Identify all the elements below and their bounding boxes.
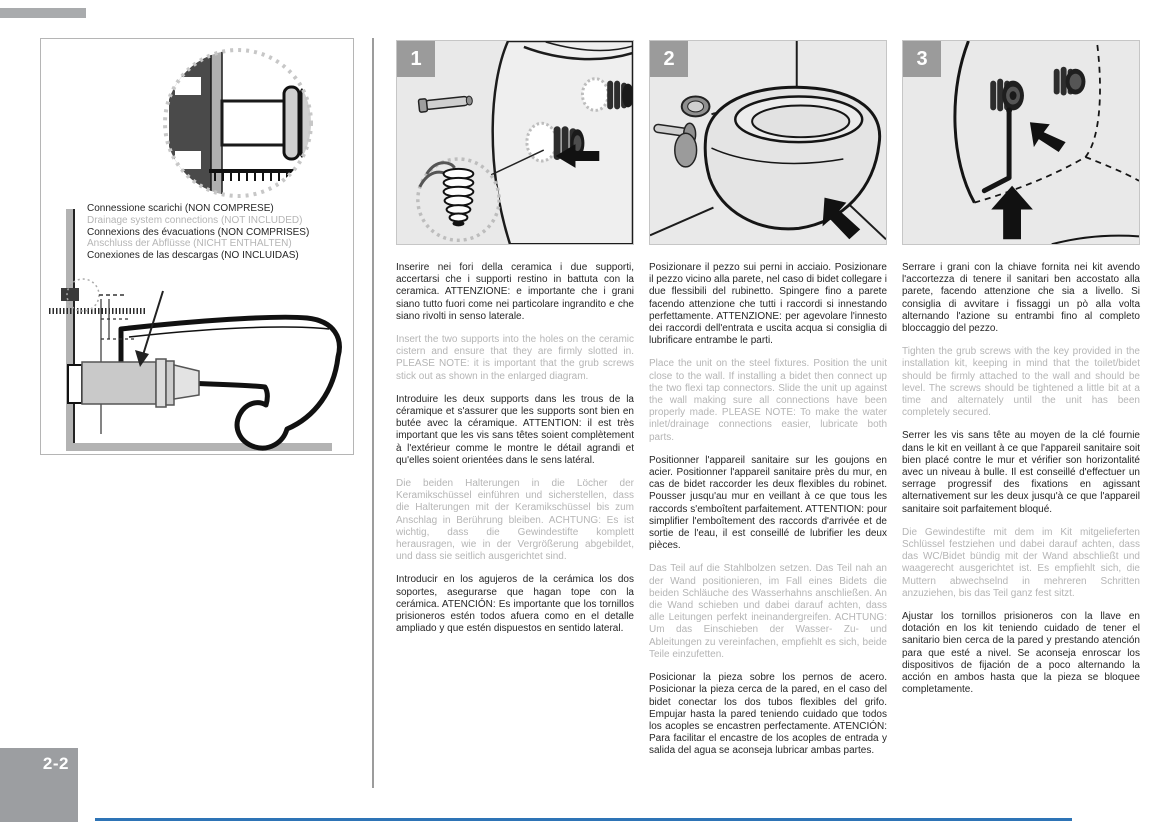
- step-3-text-german: Die Gewindestifte mit dem im Kit mitgelieferten Schlüssel festziehen und dabei darauf achten, dass das WC/Bidet bündig mit der Wand abschließt und waagerecht ausgerichtet ist. Es empfiehlt sich, die Muttern abwechselnd in mehreren Schritten anzuziehen, bis das Teil ganz fest sitzt.: [902, 526, 1140, 599]
- step-2-text-spanish: Posicionar la pieza sobre los pernos de acero. Posicionar la pieza cerca de la pared, en el caso del bidet conectar los dos tubos flexibles del grifo. Empujar hasta la pared teniendo cuidado que todos los acoples se encastren perfectamente. ATENCIÓN: Para facilitar el encastre de los acoples de entrada y salida del agua se aconseja lubricar ambas partes.: [649, 672, 887, 757]
- step-3-text-english: Tighten the grub screws with the key provided in the installation kit, keeping in mind that the toilet/bidet should be firmly attached to the wall and should be level. The screws should be tightened a little bit at a time and alternately until the unit has been completely secured.: [902, 346, 1140, 419]
- wall-section-drawing: [165, 39, 333, 204]
- step-2-texts: [649, 262, 887, 758]
- caption-italian: Connessione scarichi (NON COMPRESE): [87, 203, 274, 214]
- page-number: 2-2: [42, 754, 69, 773]
- step-3-number-badge: [903, 41, 941, 77]
- drain-connector-detail-illustration: [41, 39, 355, 204]
- step-2-panel: [649, 40, 887, 245]
- step-2-text-french: Positionner l'appareil sanitaire sur les goujons en acier. Positionner l'appareil sanitaire près du mur, en cas de bidet raccorder les deux flexibles du robinet. Pousser jusqu'au mur en veillant à ce que tous les raccords s'emboîtent parfaitement. ATTENTION: pour simplifier l'emboîtement des raccords d'arrivée et de sortie de l'eau, il est conseillé de lubrifier les deux pièces.: [649, 454, 887, 552]
- step-1-panel: [396, 40, 634, 245]
- wall-fixture: [68, 365, 82, 403]
- floor: [66, 443, 332, 451]
- step-3-panel: [902, 40, 1140, 245]
- column-divider: [372, 38, 374, 788]
- mounting-hole-right: [582, 79, 608, 111]
- wall: [66, 209, 74, 445]
- step-1-text-german: Die beiden Halterungen in die Löcher der Keramikschüssel einführen und sicherstellen, dass die Halterungen mit der Keramikschüssel bis zum Anschlag in Berührung bleiben. ACHTUNG: Es ist wichtig, dass die Gewindestifte komplett herausragen, wie in der Vergrößerung abgebildet, und dass sie seitlich ausgerichtet sind.: [396, 478, 634, 563]
- step-1-texts: [396, 262, 634, 635]
- caption-french: Connexions des évacuations (NON COMPRISES): [87, 226, 310, 238]
- fixing-screw: [61, 288, 79, 301]
- step-column-2: [649, 40, 887, 769]
- step-number: 3: [916, 47, 928, 70]
- step-3-text-french: Serrer les vis sans tête au moyen de la clé fournie dans le kit en veillant à ce que l'appareil sanitaire soit bien placé contre le mur et vérifier son horizontalité avec un niveau à bulle. Il est conseillé d'effectuer un serrage progressif des fixations en agissant alternativement sur les deux jusqu'à ce que l'appareil sanitaire soit parfaitement bloqué.: [902, 430, 1140, 515]
- step-1-text-french: Introduire les deux supports dans les trous de la céramique et s'assurer que les supports sont bien en butée avec la céramique. ATTENTION: il est très important que les vis sans têtes soient complètement à l'extérieur comme le montre le détail agrandi et qu'elles soient orientées dans le sens latéral.: [396, 393, 634, 466]
- step-3-text-spanish: Ajustar los tornillos prisioneros con la llave en dotación en los kit teniendo cuidado de tener el sanitario bien cerca de la pared y prestando atención para que esté a nivel. Se aconseja enroscar los dispositivos de fijación de a poco alternando la acción en ambos hasta que la pieza se bloquee completamente.: [902, 611, 1140, 696]
- top-left-bleed-mark: [0, 8, 86, 18]
- wall-cross-section: [169, 41, 211, 202]
- caption-spanish: Conexiones de las descargas (NO INCLUIDAS): [87, 250, 299, 262]
- step-1-text-spanish: Introducir en los agujeros de la cerámica los dos soportes, asegurarse que hagan tope con la cerámica. ATENCIÓN: Es importante que los tornillos prisioneros estén todos afuera como en el detalle ampliado y que estén dispuestos en sentido lateral.: [396, 574, 634, 635]
- step-number: 1: [410, 47, 422, 70]
- drain-pipe: [222, 101, 284, 145]
- wall-surface-strip: [211, 41, 222, 202]
- step-2-text-italian: Posizionare il pezzo sui perni in acciaio. Posizionare il pezzo vicino alla parete, nel caso di bidet collegare i due flessibili del rubinetto. Spingere fino a parete facendo attenzione che tutti i raccordi si innestando perfettamente. ATTENZIONE: per agevolare l'innesto dei raccordi dell'entrata e uscita acqua si consiglia di lubrificare entrambe le parti.: [649, 262, 887, 347]
- drain-detail-panel: [40, 38, 354, 455]
- step-1-number-badge: [397, 41, 435, 77]
- step-3-text-italian: Serrare i grani con la chiave fornita nei kit avendo l'accortezza di tenere il sanitari ben accostato alla parete, facendo attenzione che sia a livello. Si consiglia di avvitare i fissaggi un pò alla volta alternando l'azione su entrambi fino al completo bloccaggio del pezzo.: [902, 262, 1140, 335]
- step-column-3: [902, 40, 1140, 708]
- step-column-1: [396, 40, 634, 646]
- step-2-text-german: Das Teil auf die Stahlbolzen setzen. Das Teil nah an der Wand positionieren, im Fall eines Bidets die beiden Schläuche des Wasserhahns anschließen. An die Wand schieben und dabei darauf achten, dass alle Leitungen perfekt ineinandergreifen. ACHTUNG: Um das Einschieben der Wasser- Zu- und Ableitungen zu vereinfachen, empfiehlt es sich, beide Teile einzufetten.: [649, 563, 887, 660]
- step-1-text-english: Insert the two supports into the holes on the ceramic cistern and ensure that they are firmly slotted in. PLEASE NOTE: it is important that the grub screws stick out as shown in the enlarged diagram.: [396, 334, 634, 382]
- step-number: 2: [663, 47, 675, 70]
- step-3-texts: [902, 262, 1140, 697]
- bottom-accent-rule: [95, 818, 1072, 821]
- step-1-text-italian: Inserire nei fori della ceramica i due supporti, accertarsi che i supporti restino in battuta con la ceramica. ATTENZIONE: e importante che i grani siano tutto fuori come nei particolare ingrandito e che siano rivolti in senso laterale.: [396, 262, 634, 322]
- step-2-text-english: Place the unit on the steel fixtures. Position the unit close to the wall. If installing a bidet then connect up the two flexi tap connectors. Slide the unit up against the wall making sure all connections have been properly made. PLEASE NOTE: To make the water inlet/drainage connections easier, lubricate both parts.: [649, 358, 887, 443]
- caption-english: Drainage system connections (NOT INCLUDED): [87, 214, 303, 226]
- caption-german: Anschluss der Abflüsse (NICHT ENTHALTEN): [87, 238, 292, 250]
- drain-connection-captions: [87, 203, 349, 262]
- page-number-tab: [0, 748, 78, 822]
- step-2-number-badge: [650, 41, 688, 77]
